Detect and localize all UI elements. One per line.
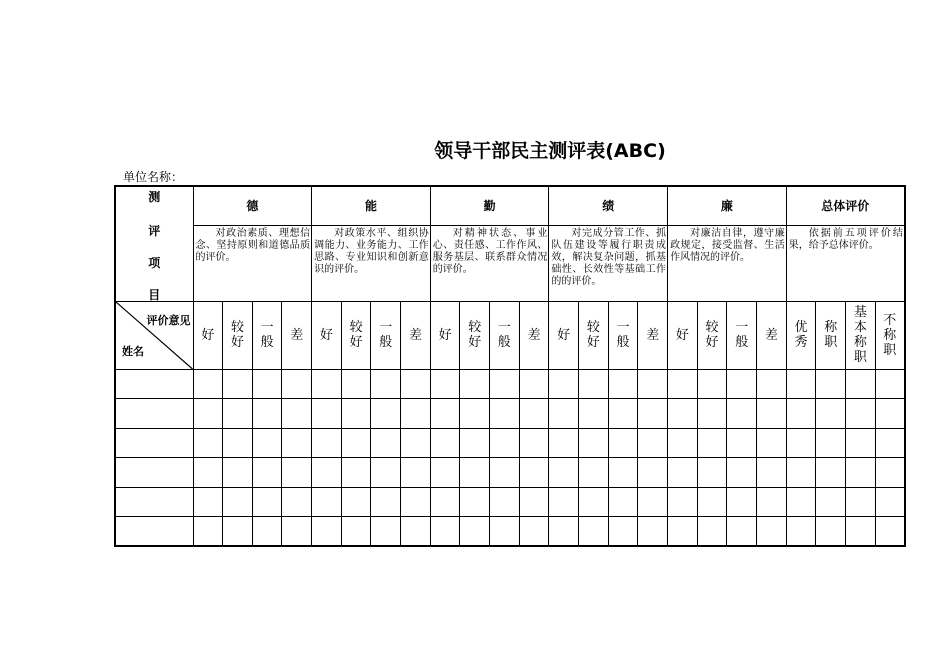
rating-cell[interactable] [727,399,757,429]
rating-cell[interactable] [193,517,223,547]
rating-cell[interactable] [816,517,846,547]
category-ji: 绩 [549,186,668,225]
grade-header [341,301,371,369]
rating-cell[interactable] [875,369,905,399]
rating-cell[interactable] [608,487,638,517]
rating-cell[interactable] [757,458,787,488]
rating-cell[interactable] [519,399,549,429]
rating-cell[interactable] [460,369,490,399]
rating-cell[interactable] [697,428,727,458]
rating-cell[interactable] [549,487,579,517]
rating-cell[interactable] [579,399,609,429]
rating-cell[interactable] [608,369,638,399]
rating-cell[interactable] [697,517,727,547]
grade-header [252,301,282,369]
rating-cell[interactable] [490,517,520,547]
rating-cell[interactable] [193,428,223,458]
grade-header [223,301,253,369]
rating-cell[interactable] [282,399,312,429]
name-cell[interactable] [115,428,193,458]
rating-cell[interactable] [371,517,401,547]
grade-label: 差 [764,327,778,343]
rating-cell[interactable] [341,487,371,517]
rating-cell[interactable] [757,369,787,399]
rating-cell[interactable] [223,369,253,399]
rating-cell[interactable] [727,517,757,547]
grade-label: 好 [438,327,452,343]
rating-cell[interactable] [193,399,223,429]
rating-cell[interactable] [341,399,371,429]
category-description: 对完成分管工作、抓队伍建设等履行职责成效，解决复杂问题，抓基础性、长效性等基础工作的的评价。 [549,225,668,301]
category-description: 对精神状态、事业心、责任感、工作作风、服务基层、联系群众情况的评价。 [430,225,549,301]
rating-cell[interactable] [282,458,312,488]
rating-cell[interactable] [193,487,223,517]
grade-label: 好 [557,327,571,343]
grade-header [460,301,490,369]
rating-cell[interactable] [193,369,223,399]
rating-cell[interactable] [341,458,371,488]
rating-cell[interactable] [875,428,905,458]
grade-header [371,301,401,369]
table-row [115,487,905,517]
grade-label: 称职 [824,320,838,350]
rating-cell[interactable] [579,369,609,399]
header-char: 目 [148,288,161,302]
rating-cell[interactable] [282,517,312,547]
rating-cell[interactable] [668,428,698,458]
rating-cell[interactable] [252,487,282,517]
rating-cell[interactable] [608,517,638,547]
rating-cell[interactable] [430,487,460,517]
grade-label: 较好 [468,320,482,350]
evaluation-table [114,185,906,547]
rating-cell[interactable] [430,428,460,458]
grade-label: 差 [646,327,660,343]
grade-header [579,301,609,369]
grade-header [816,301,846,369]
rating-cell[interactable] [490,428,520,458]
rating-cell[interactable] [312,399,342,429]
rating-cell[interactable] [786,487,816,517]
rating-cell[interactable] [312,458,342,488]
rating-cell[interactable] [846,369,876,399]
rating-cell[interactable] [579,487,609,517]
evaluation-item-header [115,186,193,301]
rating-cell[interactable] [786,517,816,547]
category-description: 对政治素质、理想信念、坚持原则和道德品质的评价。 [193,225,312,301]
rating-cell[interactable] [490,399,520,429]
rating-cell[interactable] [490,458,520,488]
rating-cell[interactable] [312,487,342,517]
rating-cell[interactable] [519,369,549,399]
grade-label: 好 [319,327,333,343]
header-char: 测 [148,190,161,204]
rating-cell[interactable] [549,517,579,547]
rating-cell[interactable] [608,428,638,458]
grade-label: 较好 [586,320,600,350]
rating-cell[interactable] [549,369,579,399]
rating-cell[interactable] [401,517,431,547]
rating-cell[interactable] [727,458,757,488]
rating-cell[interactable] [519,517,549,547]
grade-label: 一般 [497,320,511,350]
rating-cell[interactable] [401,369,431,399]
rating-cell[interactable] [282,369,312,399]
table-row [115,517,905,547]
grade-header [786,301,816,369]
rating-cell[interactable] [816,428,846,458]
rating-cell[interactable] [757,487,787,517]
rating-cell[interactable] [638,458,668,488]
rating-cell[interactable] [668,369,698,399]
table-row [115,399,905,429]
rating-cell[interactable] [341,517,371,547]
rating-cell[interactable] [430,458,460,488]
rating-cell[interactable] [223,517,253,547]
category-description: 对廉洁自律，遵守廉政规定，接受监督、生活作风情况的评价。 [668,225,787,301]
rating-cell[interactable] [816,487,846,517]
rating-cell[interactable] [608,458,638,488]
grade-label: 差 [408,327,422,343]
rating-cell[interactable] [846,517,876,547]
rating-cell[interactable] [430,369,460,399]
rating-cell[interactable] [252,399,282,429]
rating-rows [115,369,905,546]
grade-label: 一般 [616,320,630,350]
grade-header [608,301,638,369]
rating-cell[interactable] [846,428,876,458]
grade-label: 好 [675,327,689,343]
rating-cell[interactable] [371,487,401,517]
rating-cell[interactable] [371,428,401,458]
grade-label: 一般 [260,320,274,350]
name-cell[interactable] [115,399,193,429]
header-char: 项 [148,256,161,270]
rating-cell[interactable] [638,399,668,429]
grade-header [401,301,431,369]
rating-cell[interactable] [371,369,401,399]
rating-cell[interactable] [816,458,846,488]
grade-header [549,301,579,369]
table-row [115,369,905,399]
rating-cell[interactable] [875,458,905,488]
name-label: 姓名 [122,344,144,358]
rating-cell[interactable] [846,487,876,517]
table-row [115,428,905,458]
rating-cell[interactable] [697,399,727,429]
rating-cell[interactable] [401,399,431,429]
rating-cell[interactable] [490,369,520,399]
unit-name-label: 单位名称： [123,170,184,184]
rating-cell[interactable] [282,487,312,517]
rating-cell[interactable] [668,458,698,488]
rating-cell[interactable] [757,517,787,547]
rating-cell[interactable] [223,487,253,517]
rating-cell[interactable] [579,428,609,458]
rating-cell[interactable] [223,428,253,458]
grade-header [312,301,342,369]
rating-cell[interactable] [816,399,846,429]
rating-cell[interactable] [223,458,253,488]
opinion-label: 评价意见 [146,313,191,327]
rating-cell[interactable] [846,399,876,429]
grade-label: 基本称职 [853,305,867,365]
rating-cell[interactable] [549,428,579,458]
rating-cell[interactable] [341,369,371,399]
grade-label: 较好 [230,320,244,350]
grade-header [668,301,698,369]
rating-cell[interactable] [460,517,490,547]
rating-cell[interactable] [460,487,490,517]
category-overall: 总体评价 [786,186,905,225]
rating-cell[interactable] [816,369,846,399]
opinion-name-diagonal-header [115,301,193,369]
rating-cell[interactable] [579,517,609,547]
form-title: 领导干部民主测评表(ABC) [434,140,666,162]
grade-label: 优秀 [794,320,808,350]
grade-header [727,301,757,369]
category-description: 依据前五项评价结果，给予总体评价。 [786,225,905,301]
rating-cell[interactable] [638,428,668,458]
grade-header [193,301,223,369]
rating-cell[interactable] [519,458,549,488]
table-row [115,458,905,488]
rating-cell[interactable] [430,399,460,429]
grade-header [490,301,520,369]
grade-label: 好 [201,327,215,343]
rating-cell[interactable] [697,458,727,488]
rating-cell[interactable] [401,458,431,488]
rating-cell[interactable] [875,487,905,517]
rating-cell[interactable] [252,369,282,399]
category-neng: 能 [312,186,431,225]
header-char: 评 [148,224,161,238]
rating-cell[interactable] [490,487,520,517]
rating-cell[interactable] [252,458,282,488]
rating-cell[interactable] [697,369,727,399]
rating-cell[interactable] [757,399,787,429]
rating-cell[interactable] [519,487,549,517]
grade-label: 差 [527,327,541,343]
rating-cell[interactable] [252,517,282,547]
category-lian: 廉 [668,186,787,225]
grade-label: 较好 [349,320,363,350]
grade-header [846,301,876,369]
rating-cell[interactable] [697,487,727,517]
name-cell[interactable] [115,369,193,399]
rating-cell[interactable] [401,487,431,517]
rating-cell[interactable] [460,428,490,458]
rating-cell[interactable] [786,369,816,399]
rating-cell[interactable] [549,399,579,429]
rating-cell[interactable] [786,458,816,488]
rating-cell[interactable] [519,428,549,458]
rating-cell[interactable] [460,399,490,429]
grade-header [757,301,787,369]
rating-cell[interactable] [757,428,787,458]
grade-label: 一般 [735,320,749,350]
rating-cell[interactable] [875,517,905,547]
rating-cell[interactable] [401,428,431,458]
rating-cell[interactable] [668,399,698,429]
rating-cell[interactable] [312,428,342,458]
rating-cell[interactable] [638,487,668,517]
rating-cell[interactable] [282,428,312,458]
name-cell[interactable] [115,487,193,517]
rating-cell[interactable] [727,428,757,458]
rating-cell[interactable] [371,399,401,429]
rating-cell[interactable] [638,369,668,399]
grade-header [282,301,312,369]
name-cell[interactable] [115,458,193,488]
grade-header [638,301,668,369]
category-qin: 勤 [430,186,549,225]
rating-cell[interactable] [727,369,757,399]
grade-header [430,301,460,369]
name-cell[interactable] [115,517,193,547]
rating-cell[interactable] [668,487,698,517]
category-de: 德 [193,186,312,225]
rating-cell[interactable] [846,458,876,488]
rating-cell[interactable] [875,399,905,429]
rating-cell[interactable] [786,428,816,458]
rating-cell[interactable] [430,517,460,547]
rating-cell[interactable] [727,487,757,517]
rating-cell[interactable] [579,458,609,488]
grade-label: 不称职 [883,312,897,358]
rating-cell[interactable] [341,428,371,458]
grade-header [875,301,905,369]
grade-header [519,301,549,369]
rating-cell[interactable] [193,458,223,488]
rating-cell[interactable] [223,399,253,429]
rating-cell[interactable] [312,369,342,399]
rating-cell[interactable] [252,428,282,458]
rating-cell[interactable] [371,458,401,488]
category-description: 对政策水平、组织协调能力、业务能力、工作思路、专业知识和创新意识的评价。 [312,225,431,301]
grade-label: 差 [290,327,304,343]
rating-cell[interactable] [608,399,638,429]
rating-cell[interactable] [786,399,816,429]
rating-cell[interactable] [549,458,579,488]
rating-cell[interactable] [638,517,668,547]
grade-header [697,301,727,369]
grade-label: 较好 [705,320,719,350]
rating-cell[interactable] [312,517,342,547]
rating-cell[interactable] [668,517,698,547]
rating-cell[interactable] [460,458,490,488]
grade-label: 一般 [379,320,393,350]
